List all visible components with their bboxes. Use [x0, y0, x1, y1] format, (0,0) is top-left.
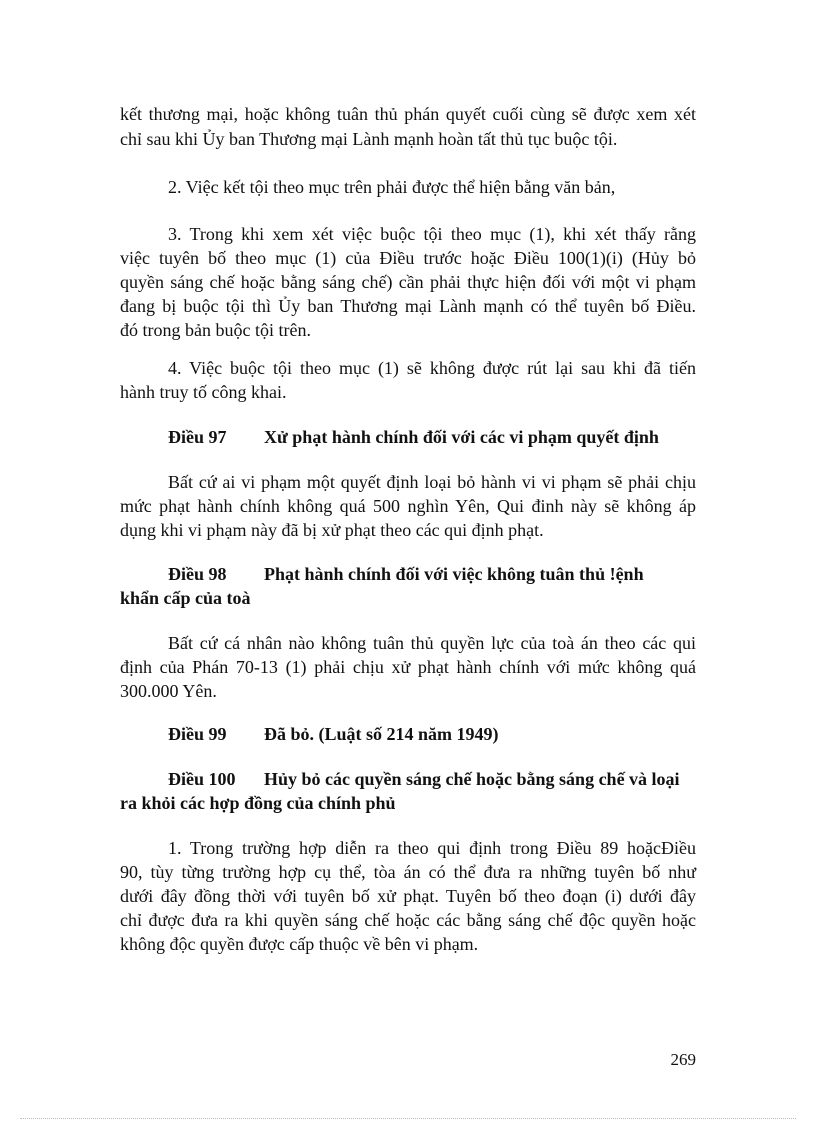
article-number: Điều 99: [168, 724, 227, 744]
text-line: đang bị buộc tội thì Ủy ban Thương mại Lành mạnh có thể tuyên bố Điều.: [120, 296, 696, 316]
article-title-cont: ra khỏi các hợp đồng của chính phủ: [120, 793, 396, 813]
text-line: mức phạt hành chính không quá 500 nghìn Yên, Qui đinh này sẽ không áp: [120, 496, 696, 516]
article-heading-99: [168, 722, 696, 746]
page-divider: [20, 1118, 796, 1119]
article-title-cont: khẩn cấp của toà: [120, 588, 251, 608]
text-line: 90, tùy từng trường hợp cụ thể, tòa án có thể đưa ra những tuyên bố như: [120, 862, 696, 882]
article-title: Phạt hành chính đối với việc không tuân thủ !ệnh: [264, 564, 644, 584]
article-heading-97: [168, 425, 696, 449]
text-line: chỉ được đưa ra khi quyền sáng chế hoặc các bằng sáng chế độc quyền hoặc: [120, 910, 696, 930]
article-number: Điều 100: [168, 769, 236, 789]
text-line: không độc quyền được cấp thuộc về bên vi phạm.: [120, 934, 479, 954]
text-line: hành truy tố công khai.: [120, 382, 287, 402]
text-line: đó trong bản buộc tội trên.: [120, 320, 311, 340]
text-line: 300.000 Yên.: [120, 681, 217, 701]
text-line: dụng khi vi phạm này đã bị xử phạt theo các qui định phạt.: [120, 520, 544, 540]
article-title: Xử phạt hành chính đối với các vi phạm quyết định: [264, 427, 659, 447]
text-line: dưới đây đồng thời với tuyên bố xử phạt. Tuyên bố theo đoạn (i) dưới đây: [120, 886, 696, 906]
text-line: Bất cứ ai vi phạm một quyết định loại bỏ hành vi vi phạm sẽ phải chịu: [168, 472, 696, 492]
text-line: chỉ sau khi Ủy ban Thương mại Lành mạnh hoàn tất thủ tục buộc tội.: [120, 129, 618, 149]
text-line: 1. Trong trường hợp diễn ra theo qui định trong Điều 89 hoặcĐiều: [168, 838, 696, 858]
text-line: kết thương mại, hoặc không tuân thủ phán quyết cuối cùng sẽ được xem xét: [120, 104, 696, 124]
article-heading-100: [168, 767, 696, 791]
article-number: Điều 97: [168, 427, 227, 447]
text-line: 2. Việc kết tội theo mục trên phải được thể hiện bằng văn bản,: [168, 177, 616, 197]
article-title: Hủy bỏ các quyền sáng chế hoặc bằng sáng chế và loại: [264, 769, 680, 789]
text-line: Bất cứ cá nhân nào không tuân thủ quyền lực của toà án theo các qui: [168, 633, 696, 653]
article-title: Đã bỏ. (Luật số 214 năm 1949): [264, 724, 499, 744]
article-heading-98: [168, 562, 696, 586]
page-number: 269: [670, 1050, 696, 1069]
text-line: quyền sáng chế hoặc bằng sáng chế) cần phải thực hiện đối với một vi phạm: [120, 272, 696, 292]
text-line: 3. Trong khi xem xét việc buộc tội theo mục (1), khi xét thấy rằng: [168, 224, 696, 244]
article-number: Điều 98: [168, 564, 227, 584]
text-line: 4. Việc buộc tội theo mục (1) sẽ không được rút lại sau khi đã tiến: [168, 358, 696, 378]
text-line: định của Phán 70-13 (1) phải chịu xử phạt hành chính với mức không quá: [120, 657, 696, 677]
text-line: việc tuyên bố theo mục (1) của Điều trước hoặc Điều 100(1)(i) (Hủy bỏ: [120, 248, 696, 268]
